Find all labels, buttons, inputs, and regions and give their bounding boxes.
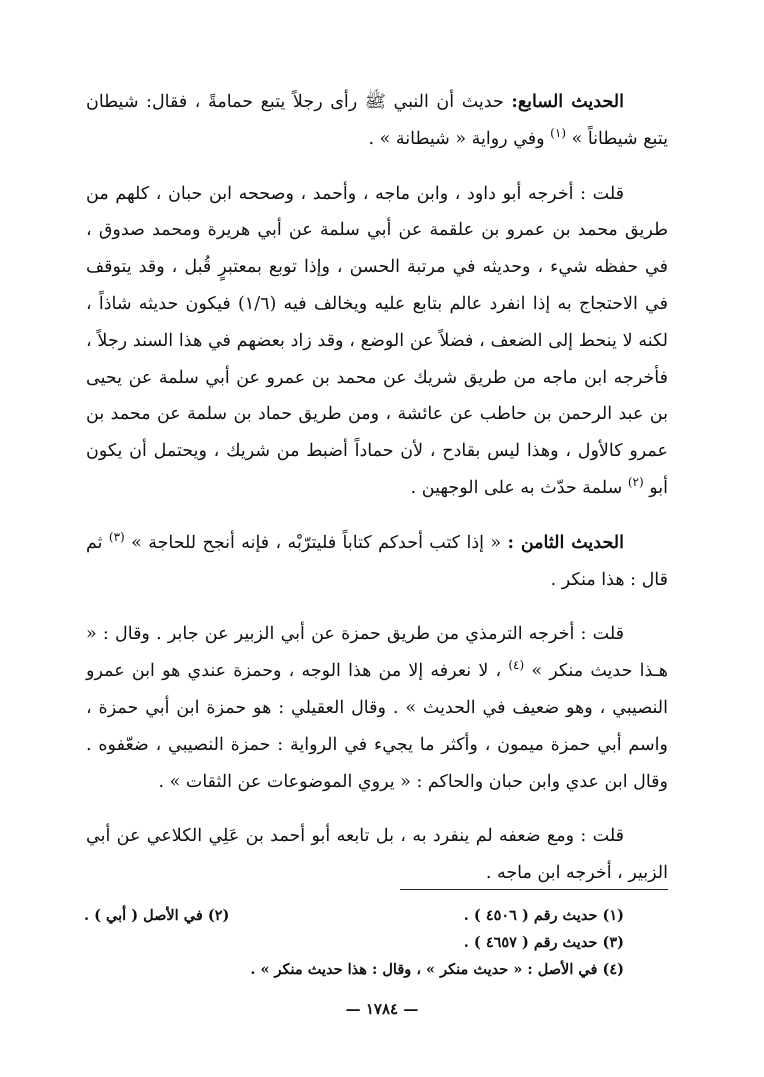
paragraph-hadith-7-commentary: [86, 176, 668, 507]
paragraph-hadith-8-note: [86, 818, 668, 892]
page-number: — ١٧٨٤ —: [345, 1000, 419, 1018]
hadith-8-text: « إذا كتب أحدكم كتاباً فليترّبْه ، فإنه أنجح للحاجة »: [131, 532, 502, 553]
footnote-divider: [400, 889, 668, 890]
footnote-1: (١) حديث رقم ( ٤٥٠٦ ) .: [463, 907, 624, 924]
note-8-text: قلت : ومع ضعفه لم ينفرد به ، بل تابعه أبو أحمد بن عَلِي الكلاعي عن أبي الزبير ، أخرجه ابن ماجه .: [86, 826, 668, 884]
hadith-8-tail: ثم قال : هذا منكر .: [86, 532, 668, 590]
paragraph-hadith-7: [86, 84, 668, 158]
commentary-7-text: قلت : أخرجه أبو داود ، وابن ماجه ، وأحمد ، وصححه ابن حبان ، كلهم من طريق محمد بن عمرو بن علقمة عن أبي سلمة عن أبي هريرة ومحمد صدوق ، في حفظه شيء ، وحديثه في مرتبة الحسن ، وإذا توبع بمعتبرٍ قُبل ، وقد يتوقف في الاحتجاج به إذا انفرد عالم بتابع عليه ويخالف فيه (١/٦) فيكون حديثه شاذاً ، لكنه لا ينحط إلى الضعف ، فضلاً عن الوضع ، وقد زاد بعضهم في هذا السند رجلاً ، فأخرجه ابن ماجه من طريق شريك عن محمد بن عمرو عن أبي سلمة عن يحيى بن عبد الرحمن بن حاطب عن عائشة ، ومن طريق حماد بن سلمة عن محمد بن عمرو كالأول ، وهذا ليس بقادح ، لأن حماداً أضبط من شريك ، ويحتمل أن يكون أبو: [86, 183, 669, 498]
hadith-7-tail: وفي رواية « شيطانة » .: [368, 128, 545, 149]
footnote-3: (٣) حديث رقم ( ٤٦٥٧ ) .: [463, 934, 624, 951]
footnote-row: [84, 902, 624, 929]
commentary-8-tail: ، لا نعرفه إلا من هذا الوجه ، وحمزة عندي هو ابن عمرو النصيبي ، وهو ضعيف في الحديث » . وقال العقيلي : هو حمزة ابن أبي حمزة ، واسم أبي حمزة ميمون ، وأكثر ما يجيء في الرواية : حمزة النصيبي ، ضعّفوه . وقال ابن عدي وابن حبان والحاكم : « يروي الموضوعات عن الثقات » .: [86, 661, 668, 792]
footnote-ref-4: (٤): [508, 658, 525, 673]
footnotes: [84, 902, 624, 983]
footnote-ref-2: (٢): [627, 475, 644, 490]
commentary-7-tail: سلمة حدّث به على الوجهين .: [410, 477, 623, 498]
main-text: [86, 84, 668, 892]
hadith-8-heading: الحديث الثامن :: [507, 532, 624, 553]
hadith-7-heading: الحديث السابع:: [511, 92, 624, 112]
footnote-ref-1: (١): [550, 125, 566, 140]
hadith-7-text: حديث أن النبي ﷺ رأى رجلاً يتبع حمامةً ، فقال: شيطان يتبع شيطاناً »: [86, 92, 668, 149]
footnote-ref-3: (٣): [108, 529, 125, 544]
commentary-8-head: قلت : أخرجه الترمذي من طريق حمزة عن أبي الزبير عن جابر . وقال : « هـذا حديث منكر »: [86, 624, 668, 682]
paragraph-hadith-8: [86, 525, 668, 599]
footnote-2: (٢) في الأصل ( أبي ) .: [84, 907, 230, 924]
footnote-4: (٤) في الأصل : « حديث منكر » ، وقال : هذا حديث منكر » .: [250, 961, 624, 978]
paragraph-hadith-8-commentary: [86, 616, 668, 800]
